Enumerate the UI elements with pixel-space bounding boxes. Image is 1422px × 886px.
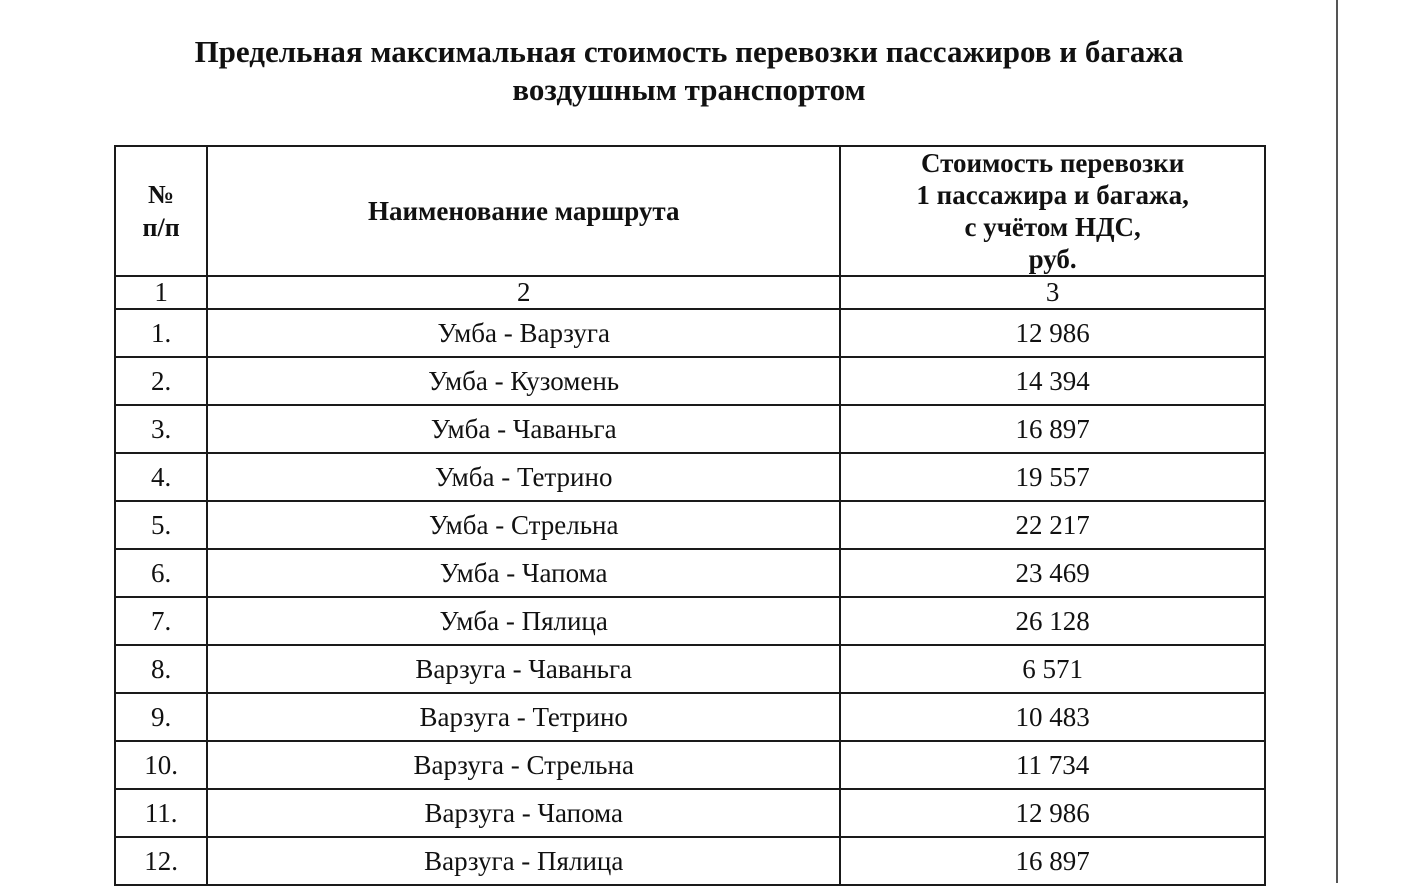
row-number: 4. xyxy=(115,453,207,501)
header-cost-line-4: руб. xyxy=(1028,244,1077,274)
route-cost: 19 557 xyxy=(840,453,1265,501)
table-row xyxy=(115,789,1265,837)
table-row xyxy=(115,693,1265,741)
title-line-2: воздушным транспортом xyxy=(512,72,866,107)
column-number-cell: 2 xyxy=(207,276,840,309)
row-number: 5. xyxy=(115,501,207,549)
route-name: Варзуга - Стрельна xyxy=(207,741,840,789)
route-name: Умба - Пялица xyxy=(207,597,840,645)
table-row xyxy=(115,357,1265,405)
table-row xyxy=(115,837,1265,885)
route-cost: 11 734 xyxy=(840,741,1265,789)
route-cost: 23 469 xyxy=(840,549,1265,597)
header-route: Наименование маршрута xyxy=(207,146,840,276)
fare-table xyxy=(114,145,1266,886)
route-cost: 10 483 xyxy=(840,693,1265,741)
header-cost-line-3: с учётом НДС, xyxy=(964,212,1141,242)
header-cost xyxy=(840,146,1265,276)
route-name: Умба - Чапома xyxy=(207,549,840,597)
route-cost: 22 217 xyxy=(840,501,1265,549)
route-cost: 14 394 xyxy=(840,357,1265,405)
route-cost: 12 986 xyxy=(840,309,1265,357)
table-row xyxy=(115,549,1265,597)
column-number-cell: 1 xyxy=(115,276,207,309)
row-number: 2. xyxy=(115,357,207,405)
route-name: Умба - Чаваньга xyxy=(207,405,840,453)
table-header xyxy=(115,146,1265,276)
header-number-line-2: п/п xyxy=(142,213,180,242)
route-name: Умба - Тетрино xyxy=(207,453,840,501)
route-name: Умба - Варзуга xyxy=(207,309,840,357)
route-name: Варзуга - Тетрино xyxy=(207,693,840,741)
header-row xyxy=(115,146,1265,276)
route-cost: 6 571 xyxy=(840,645,1265,693)
table-row xyxy=(115,645,1265,693)
table-row xyxy=(115,597,1265,645)
row-number: 1. xyxy=(115,309,207,357)
route-name: Варзуга - Чапома xyxy=(207,789,840,837)
document-title xyxy=(0,33,1378,109)
route-cost: 16 897 xyxy=(840,837,1265,885)
header-number-line-1: № xyxy=(148,180,175,209)
route-name: Умба - Кузомень xyxy=(207,357,840,405)
table-row xyxy=(115,309,1265,357)
header-cost-line-1: Стоимость перевозки xyxy=(920,148,1185,178)
row-number: 6. xyxy=(115,549,207,597)
table-row xyxy=(115,741,1265,789)
header-cost-line-2: 1 пассажира и багажа, xyxy=(916,180,1189,210)
route-name: Умба - Стрельна xyxy=(207,501,840,549)
column-number-cell: 3 xyxy=(840,276,1265,309)
page-edge-divider xyxy=(1336,0,1338,883)
row-number: 7. xyxy=(115,597,207,645)
route-cost: 12 986 xyxy=(840,789,1265,837)
route-cost: 26 128 xyxy=(840,597,1265,645)
table-row xyxy=(115,405,1265,453)
column-number-row xyxy=(115,276,1265,309)
table-row xyxy=(115,501,1265,549)
table-row xyxy=(115,453,1265,501)
row-number: 3. xyxy=(115,405,207,453)
route-name: Варзуга - Чаваньга xyxy=(207,645,840,693)
route-cost: 16 897 xyxy=(840,405,1265,453)
row-number: 12. xyxy=(115,837,207,885)
row-number: 11. xyxy=(115,789,207,837)
row-number: 9. xyxy=(115,693,207,741)
route-name: Варзуга - Пялица xyxy=(207,837,840,885)
table-body xyxy=(115,276,1265,885)
title-line-1: Предельная максимальная стоимость перевозки пассажиров и багажа xyxy=(194,34,1184,69)
row-number: 10. xyxy=(115,741,207,789)
row-number: 8. xyxy=(115,645,207,693)
header-number xyxy=(115,146,207,276)
